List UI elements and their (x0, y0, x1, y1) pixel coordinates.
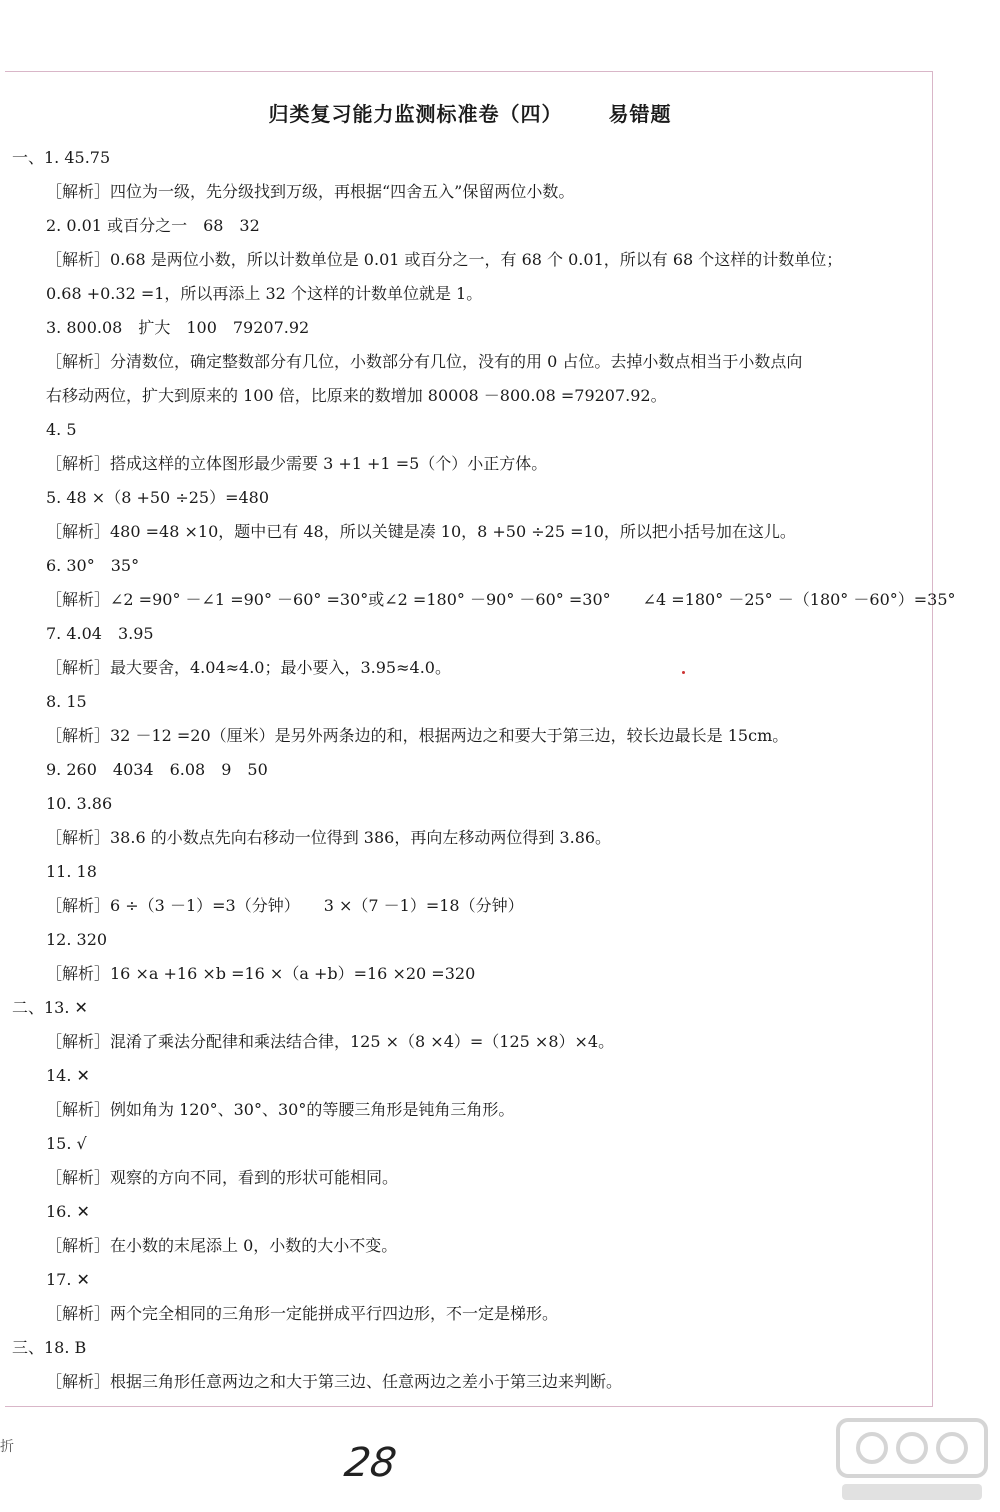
explanation-line: ［解析］分清数位，确定整数部分有几位，小数部分有几位，没有的用 0 占位。去掉小数点相当于小数点向 (46, 352, 803, 371)
ink-dot (682, 671, 685, 674)
explanation-line: ［解析］∠2 =90° －∠1 =90° －60° =30°或∠2 =180° －90° －60° =30° ∠4 =180° －25° －（180° －60°）=35° (46, 590, 956, 609)
answer-line: 一、1. 45.75 (12, 148, 111, 167)
explanation-line: ［解析］搭成这样的立体图形最少需要 3 +1 +1 =5（个）小正方体。 (46, 454, 548, 473)
title-tag: 易错题 (608, 102, 672, 126)
answer-line: 4. 5 (46, 420, 77, 439)
page-title (0, 98, 940, 127)
explanation-line: ［解析］6 ÷（3 －1）=3（分钟） 3 ×（7 －1）=18（分钟） (46, 896, 524, 915)
handwritten-page-number: 28 (341, 1440, 400, 1486)
answer-line: 9. 260 4034 6.08 9 50 (46, 760, 268, 779)
explanation-line: ［解析］38.6 的小数点先向右移动一位得到 386，再向左移动两位得到 3.86。 (46, 828, 612, 847)
frame-right-border (932, 71, 933, 1407)
answer-line: 15. √ (46, 1134, 87, 1153)
explanation-line: ［解析］最大要舍，4.04≈4.0；最小要入，3.95≈4.0。 (46, 658, 451, 677)
answer-line: 5. 48 ×（8 +50 ÷25）=480 (46, 488, 270, 507)
explanation-line: ［解析］根据三角形任意两边之和大于第三边、任意两边之差小于第三边来判断。 (46, 1372, 623, 1391)
explanation-line: ［解析］480 =48 ×10，题中已有 48，所以关键是凑 10，8 +50 ÷25 =10，所以把小括号加在这儿。 (46, 522, 796, 541)
explanation-line: ［解析］四位为一级，先分级找到万级，再根据“四舍五入”保留两位小数。 (46, 182, 575, 201)
answer-line: 6. 30° 35° (46, 556, 140, 575)
explanation-line: ［解析］在小数的末尾添上 0，小数的大小不变。 (46, 1236, 398, 1255)
title-text: 归类复习能力监测标准卷（四） (268, 102, 563, 126)
answer-line: 11. 18 (46, 862, 97, 881)
explanation-line: 0.68 +0.32 =1，所以再添上 32 个这样的计数单位就是 1。 (46, 284, 483, 303)
explanation-line: ［解析］0.68 是两位小数，所以计数单位是 0.01 或百分之一，有 68 个 0.01，所以有 68 个这样的计数单位； (46, 250, 843, 269)
frame-top-border (5, 71, 933, 72)
answer-line: 16. ✕ (46, 1202, 90, 1221)
watermark-logo (832, 1414, 992, 1506)
explanation-line: ［解析］混淆了乘法分配律和乘法结合律，125 ×（8 ×4）=（125 ×8）×4。 (46, 1032, 615, 1051)
explanation-line: ［解析］例如角为 120°、30°、30°的等腰三角形是钝角三角形。 (46, 1100, 515, 1119)
answer-line: 14. ✕ (46, 1066, 90, 1085)
answer-line: 三、18. B (12, 1338, 87, 1357)
answer-line: 7. 4.04 3.95 (46, 624, 154, 643)
answer-line: 2. 0.01 或百分之一 68 32 (46, 216, 260, 235)
explanation-line: ［解析］16 ×a +16 ×b =16 ×（a +b）=16 ×20 =320 (46, 964, 476, 983)
explanation-line: ［解析］32 －12 =20（厘米）是另外两条边的和，根据两边之和要大于第三边，较长边最长是 15cm。 (46, 726, 789, 745)
explanation-line: ［解析］两个完全相同的三角形一定能拼成平行四边形，不一定是梯形。 (46, 1304, 559, 1323)
frame-bottom-border (5, 1406, 933, 1407)
answer-line: 8. 15 (46, 692, 87, 711)
answer-line: 3. 800.08 扩大 100 79207.92 (46, 318, 310, 337)
answer-line: 12. 320 (46, 930, 108, 949)
answer-line: 10. 3.86 (46, 794, 113, 813)
answer-line: 17. ✕ (46, 1270, 90, 1289)
answer-line: 二、13. ✕ (12, 998, 88, 1017)
explanation-line: ［解析］观察的方向不同，看到的形状可能相同。 (46, 1168, 399, 1187)
explanation-line: 右移动两位，扩大到原来的 100 倍，比原来的数增加 80008 －800.08 =79207.92。 (46, 386, 667, 405)
edge-mark: 折 (0, 1439, 14, 1455)
